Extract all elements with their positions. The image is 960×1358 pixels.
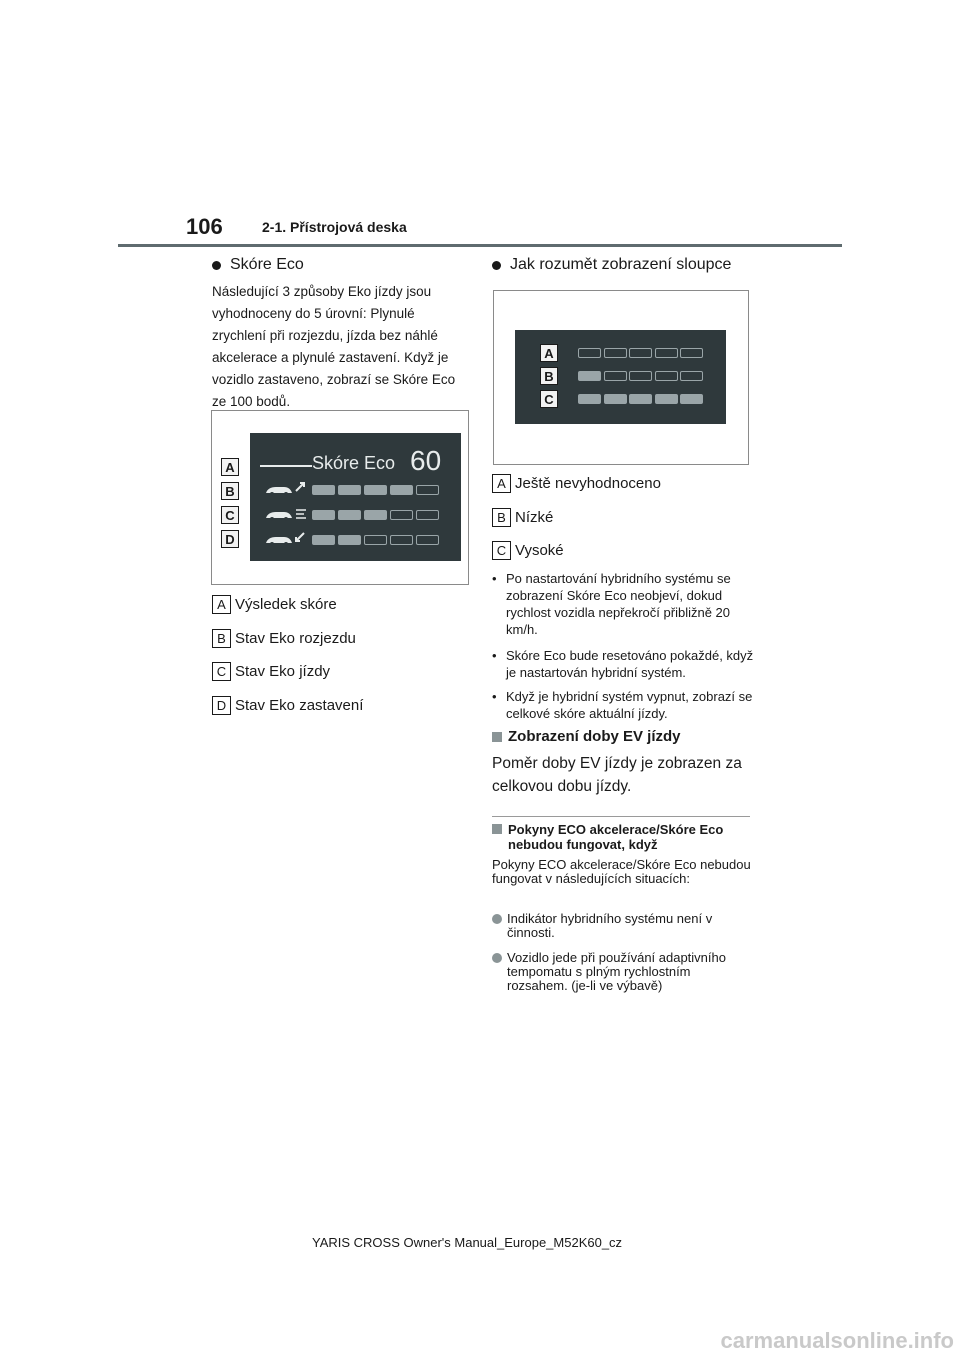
ev-heading [492, 728, 681, 745]
bar-segment [390, 535, 413, 545]
note-item-text: Vozidlo jede při používání adaptivního tempomatu s plným rychlostním rozsahem. (je-li ve výbavě) [507, 950, 726, 993]
watermark: carmanualsonline.info [720, 1328, 954, 1353]
bar-segment [312, 485, 335, 495]
bar-segment [655, 371, 678, 381]
legend-item-a [492, 474, 661, 493]
heading-skore-eco [212, 256, 304, 274]
page-number: 106 [186, 214, 223, 239]
ev-heading-text: Zobrazení doby EV jízdy [508, 728, 681, 745]
figure-label-a: A [221, 458, 239, 476]
eco-display [250, 433, 461, 561]
bar-segment [578, 394, 601, 404]
column-display-figure [493, 290, 749, 465]
bar-segment [604, 394, 627, 404]
bar-segment [655, 394, 678, 404]
bar-segment [604, 348, 627, 358]
bar-segment [364, 485, 387, 495]
legend-item-b [212, 629, 356, 648]
figure-label-d: D [221, 530, 239, 548]
note-item [492, 912, 754, 940]
bar-segment [390, 510, 413, 520]
note-text: Pokyny ECO akcelerace/Skóre Eco nebudou fungovat v následujících situacích: [492, 857, 751, 886]
note-item-text: Indikátor hybridního systému není v činnosti. [507, 911, 713, 940]
legend-text: Výsledek skóre [235, 596, 337, 613]
circle-marker-icon [492, 953, 502, 963]
heading-text: Jak rozumět zobrazení sloupce [510, 256, 732, 273]
square-marker-icon [492, 732, 502, 742]
eco-start-car-icon [264, 479, 308, 497]
section-title: 2-1. Přístrojová deska [262, 219, 407, 235]
bar-segment [364, 535, 387, 545]
heading-column-display [492, 256, 731, 274]
legend-letter: A [212, 595, 231, 614]
footer-text: YARIS CROSS Owner's Manual_Europe_M52K60_cz [312, 1235, 623, 1250]
legend-text: Stav Eko jízdy [235, 663, 331, 680]
note-heading-text: Pokyny ECO akcelerace/Skóre Eco nebudou fungovat, když [508, 822, 724, 852]
info-bullet [492, 570, 754, 638]
info-bullet [492, 688, 754, 722]
figure-label-c: C [540, 390, 558, 408]
bar-segment [680, 348, 703, 358]
bar-segment [338, 485, 361, 495]
bar-segment [416, 535, 439, 545]
bar-segment [390, 485, 413, 495]
legend-letter: C [492, 541, 511, 560]
figure-label-b: B [221, 482, 239, 500]
display-score: 60 [410, 445, 442, 476]
legend-item-a [212, 595, 337, 614]
eco-score-figure [211, 410, 469, 585]
ev-text: Poměr doby EV jízdy je zobrazen za celkovou dobu jízdy. [492, 755, 742, 795]
legend-item-c [492, 541, 564, 560]
bar-segment [416, 510, 439, 520]
note-item [492, 951, 754, 993]
bar-segment [312, 535, 335, 545]
bar-segment [680, 371, 703, 381]
bar-segment [364, 510, 387, 520]
legend-letter: D [212, 696, 231, 715]
bar-segment [629, 371, 652, 381]
bullet-text: Po nastartování hybridního systému se zobrazení Skóre Eco neobjeví, dokud rychlost vozidla nepřekročí přibližně 20 km/h. [506, 571, 731, 637]
legend-letter: A [492, 474, 511, 493]
legend-item-b [492, 508, 553, 527]
legend-text: Ještě nevyhodnoceno [515, 475, 661, 492]
legend-text: Stav Eko zastavení [235, 696, 364, 714]
bar-segment [680, 394, 703, 404]
bullet-mark: • [492, 648, 497, 663]
figure-label-b: B [540, 367, 558, 385]
figure-label-a: A [540, 344, 558, 362]
bar-segment [655, 348, 678, 358]
legend-text: Nízké [515, 508, 554, 526]
bullet-mark: • [492, 571, 497, 586]
note-heading [492, 822, 754, 852]
bar-segment [312, 510, 335, 520]
eco-stop-car-icon [264, 529, 308, 547]
bar-segment [629, 348, 652, 358]
legend-letter: C [212, 662, 231, 681]
bullet-text: Když je hybridní systém vypnut, zobrazí se celkové skóre aktuální jízdy. [506, 689, 753, 721]
legend-item-d [212, 696, 363, 715]
bar-segment [338, 510, 361, 520]
heading-text: Skóre Eco [230, 256, 304, 273]
bar-segment [338, 535, 361, 545]
display-title: Skóre Eco [312, 453, 396, 473]
bullet-text: Skóre Eco bude resetováno pokaždé, když je nastartován hybridní systém. [506, 648, 754, 680]
figure-label-c: C [221, 506, 239, 524]
info-bullet [492, 647, 754, 681]
square-marker-icon [492, 824, 502, 834]
note-divider [492, 816, 750, 817]
bullet-dot-icon [492, 261, 501, 270]
legend-text: Vysoké [515, 542, 564, 559]
bar-segment [629, 394, 652, 404]
eco-cruise-car-icon [264, 504, 308, 522]
bullet-mark: • [492, 689, 497, 704]
bullet-dot-icon [212, 261, 221, 270]
header-rule [118, 244, 842, 247]
legend-item-c [212, 662, 330, 681]
circle-marker-icon [492, 914, 502, 924]
bar-segment [604, 371, 627, 381]
intro-paragraph: Následující 3 způsoby Eko jízdy jsou vyhodnoceny do 5 úrovní: Plynulé zrychlení při rozjezdu, jízda bez náhlé akcelerace a plynulé zastavení. Když je vozidlo zastaveno, zobrazí se Skóre Eco ze 100 bodů. [212, 284, 456, 409]
legend-letter: B [492, 508, 511, 527]
bar-segment [416, 485, 439, 495]
legend-letter: B [212, 629, 231, 648]
pointer-line-a [260, 465, 312, 467]
legend-text: Stav Eko rozjezdu [235, 629, 356, 647]
bar-segment [578, 348, 601, 358]
bar-segment [578, 371, 601, 381]
